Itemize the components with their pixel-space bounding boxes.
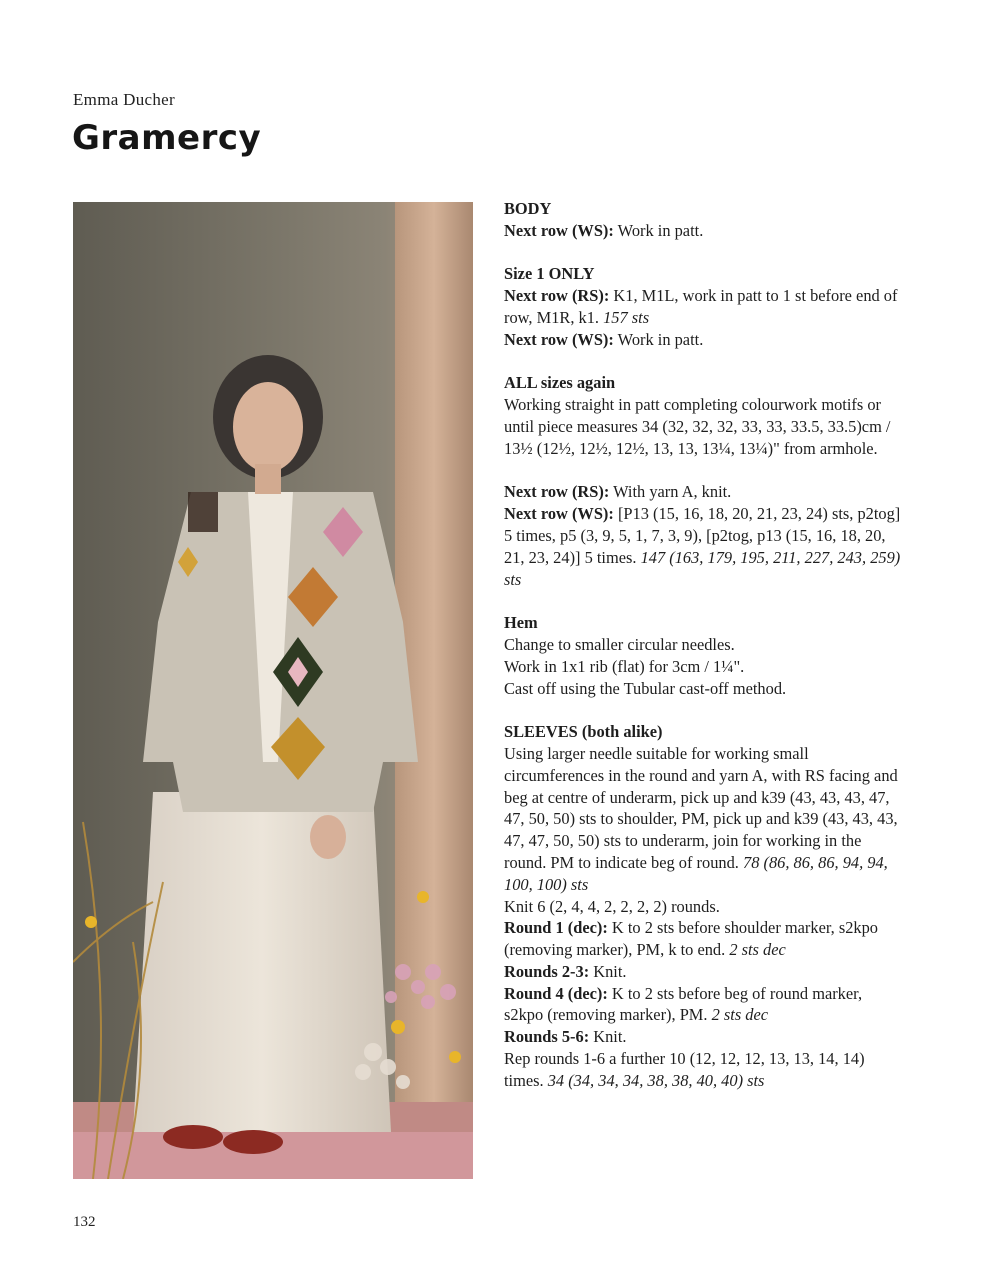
instruction-row: Round 1 (dec): K to 2 sts before shoulder marker, s2kpo (removing marker), PM, k to end. 2 sts dec [504, 918, 879, 960]
instruction-row: Next row (WS): Work in patt. [504, 329, 704, 349]
instruction-line: Change to smaller circular needles. [504, 634, 735, 654]
instruction-row: Next row (RS): With yarn A, knit. [504, 482, 732, 502]
instruction-paragraph: Using larger needle suitable for working small circumferences in the round and yarn A, with RS facing and beg at centre of underarm, pick up and k39 (43, 43, 43, 47, 47, 50, 50) sts to shoulder, PM, pick up and k39 (43, 43, 43, 47, 47, 50, 50) sts to underarm, join for working in the round. PM to indicate beg of round. 78 (86, 86, 86, 94, 94, 100, 100) sts [504, 743, 898, 894]
instruction-row: Next row (RS): K1, M1L, work in patt to 1 st before end of row, M1R, k1. 157 sts [504, 286, 898, 327]
instruction-line: Knit 6 (2, 4, 4, 2, 2, 2, 2) rounds. [504, 896, 720, 916]
instruction-line: Work in 1x1 rib (flat) for 3cm / 1¼". [504, 656, 745, 676]
section-heading-body: BODY [504, 199, 552, 218]
instruction-paragraph: Working straight in patt completing colourwork motifs or until piece measures 34 (32, 32, 32, 33, 33, 33.5, 33.5)cm / 13½ (12½, 12½, 12½, 13, 13, 13¼, 13¼)" from armhole. [504, 395, 891, 458]
section-heading-sleeves: SLEEVES (both alike) [504, 722, 663, 742]
model-photo [73, 202, 473, 1179]
section-heading-hem: Hem [504, 613, 538, 633]
instruction-row: Rep rounds 1-6 a further 10 (12, 12, 12, 13, 13, 14, 14) times. 34 (34, 34, 34, 38, 38, 40, 40) sts [504, 1049, 865, 1090]
author-name: Emma Ducher [73, 90, 175, 109]
section-heading-size1: Size 1 ONLY [504, 264, 595, 284]
instruction-row: Next row (WS): [P13 (15, 16, 18, 20, 21, 23, 24) sts, p2tog] 5 times, p5 (3, 9, 5, 1, 7, 3, 9), [p2tog, p13 (15, 16, 18, 20, 21, 23, 24)] 5 times. 147 (163, 179, 195, 211, 227, 243, 259) sts [504, 504, 901, 589]
page-number: 132 [73, 1214, 96, 1230]
instruction-row: Rounds 2-3: Knit. [504, 961, 627, 981]
pattern-instructions [504, 198, 904, 1092]
section-heading-all-sizes: ALL sizes again [504, 373, 616, 393]
instruction-row: Round 4 (dec): K to 2 sts before beg of round marker, s2kpo (removing marker), PM. 2 sts dec [504, 983, 863, 1025]
instruction-row: Next row (WS): Work in patt. [504, 220, 704, 240]
instruction-line: Cast off using the Tubular cast-off method. [504, 678, 787, 698]
instruction-row: Rounds 5-6: Knit. [504, 1027, 627, 1047]
pattern-title: Gramercy [72, 118, 262, 158]
photo-model-cardigan-icon [73, 202, 473, 1179]
